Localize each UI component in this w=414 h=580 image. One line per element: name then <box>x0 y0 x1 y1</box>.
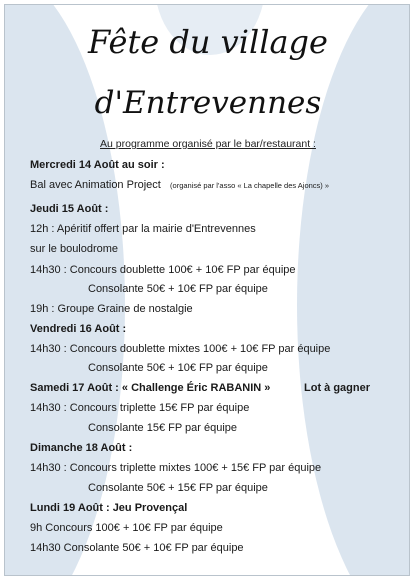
vendredi-concours: 14h30 : Concours doublette mixtes 100€ + 10€ FP par équipe <box>30 343 331 355</box>
dimanche-concours: 14h30 : Concours triplette mixtes 100€ + 15€ FP par équipe <box>30 462 322 474</box>
program-subtitle: Au programme organisé par le bar/restaurant : <box>100 138 316 150</box>
mercredi-bal <box>30 179 329 191</box>
vendredi-heading: Vendredi 16 Août : <box>30 323 127 335</box>
lundi-heading: Lundi 19 Août : Jeu Provençal <box>30 502 188 514</box>
lundi-concours: 9h Concours 100€ + 10€ FP par équipe <box>30 522 223 534</box>
jeudi-groupe: 19h : Groupe Graine de nostalgie <box>30 303 193 315</box>
mercredi-bal-note: (organisé par l'asso « La chapelle des Ajoncs) » <box>170 181 330 190</box>
vendredi-consolante: Consolante 50€ + 10€ FP par équipe <box>88 362 268 374</box>
samedi-lot: Lot à gagner <box>304 382 371 394</box>
title-line-1: Fête du village <box>88 23 328 61</box>
samedi-concours: 14h30 : Concours triplette 15€ FP par équipe <box>30 402 250 414</box>
lundi-consolante: 14h30 Consolante 50€ + 10€ FP par équipe <box>30 542 244 554</box>
mercredi-heading: Mercredi 14 Août au soir : <box>30 159 165 171</box>
jeudi-aperitif-place: sur le boulodrome <box>30 243 119 255</box>
flyer-page <box>4 4 410 576</box>
samedi-consolante: Consolante 15€ FP par équipe <box>88 422 238 434</box>
jeudi-heading: Jeudi 15 Août : <box>30 203 109 215</box>
jeudi-aperitif: 12h : Apéritif offert par la mairie d'Entrevennes <box>30 223 256 235</box>
dimanche-consolante: Consolante 50€ + 15€ FP par équipe <box>88 482 268 494</box>
jeudi-consolante: Consolante 50€ + 10€ FP par équipe <box>88 283 268 295</box>
title-line-2: d'Entrevennes <box>94 85 322 121</box>
mercredi-bal-text: Bal avec Animation Project <box>30 179 161 191</box>
dimanche-heading: Dimanche 18 Août : <box>30 442 133 454</box>
samedi-heading: Samedi 17 Août : « Challenge Éric RABANIN » <box>30 382 271 394</box>
jeudi-concours: 14h30 : Concours doublette 100€ + 10€ FP par équipe <box>30 264 296 276</box>
